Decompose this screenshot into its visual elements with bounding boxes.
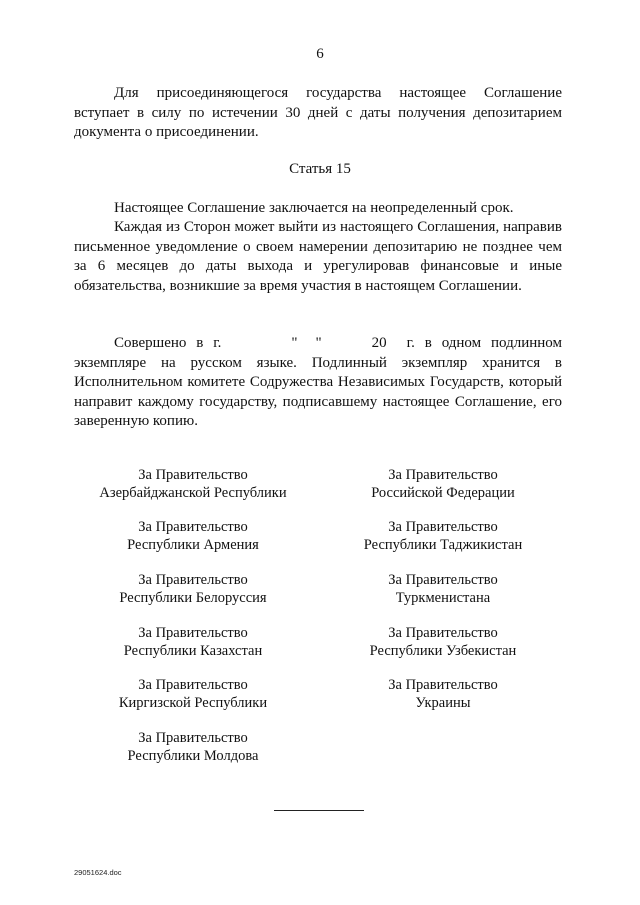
done-at-suffix: г. в одном подлинном [406,335,562,351]
done-at-paragraph [74,334,562,432]
signature-government: Республики Узбекистан [369,643,517,659]
signature-block-kazakhstan [73,624,313,660]
signature-government: Украины [415,695,471,711]
signature-government: Республики Молдова [127,748,259,764]
signature-heading: За Правительство [138,572,248,588]
signature-government: Республики Казахстан [123,643,263,659]
signature-heading: За Правительство [138,519,248,535]
signature-block-azerbaijan [73,466,313,502]
signature-block-turkmenistan [323,571,563,607]
signature-heading: За Правительство [138,625,248,641]
article-heading: Статья 15 [289,161,351,177]
signature-government: Республики Таджикистан [363,537,523,553]
accession-paragraph: Для присоединяющегося государства настоящее Соглашение вступает в силу по истечении 30 дней с даты получения депозитарием документа о присоединении. [74,85,562,140]
signature-heading: За Правительство [388,677,498,693]
signature-heading: За Правительство [138,677,248,693]
signature-block-russia [323,466,563,502]
signatories-left-column [73,466,313,766]
signature-government: Российской Федерации [371,485,515,501]
signature-heading: За Правительство [138,730,248,746]
closing-divider [274,810,364,811]
date-year: 20 [371,335,387,351]
signature-block-uzbekistan [323,624,563,660]
signature-block-armenia [73,518,313,554]
signature-government: Туркменистана [395,590,491,606]
signature-block-tajikistan [323,518,563,554]
done-at-prefix: Совершено в г. [114,335,222,351]
date-quote-open: " [291,335,298,351]
term-paragraph: Настоящее Соглашение заключается на неопределенный срок. [114,200,514,216]
signature-government: Республики Армения [127,537,259,553]
file-id: 29051624.doc [74,868,122,877]
signature-block-ukraine [323,676,563,712]
signature-block-belarus [73,571,313,607]
signature-government: Республики Белоруссия [119,590,267,606]
signature-heading: За Правительство [388,625,498,641]
page-number: 6 [316,46,324,62]
withdrawal-paragraph: Каждая из Сторон может выйти из настоящего Соглашения, направив письменное уведомление о своем намерении депозитарию не позднее чем за 6 месяцев до даты выхода и урегулировав финансовые и иные обязательства, возникшие за время участия в настоящем Соглашении. [74,219,562,294]
signature-block-moldova [73,729,313,765]
date-quote-close: " [315,335,322,351]
signatories-right-column [323,466,563,716]
signature-heading: За Правительство [388,519,498,535]
signature-heading: За Правительство [388,572,498,588]
done-at-rest: экземпляре на русском языке. Подлинный экземпляр хранится в Исполнительном комитете Содружества Независимых Государств, который направит каждому государству, подписавшему настоящее Соглашение, его заверенную копию. [74,354,562,429]
signature-block-kyrgyzstan [73,676,313,712]
signature-heading: За Правительство [138,467,248,483]
signature-heading: За Правительство [388,467,498,483]
signature-government: Киргизской Республики [118,695,268,711]
signature-government: Азербайджанской Республики [99,485,287,501]
